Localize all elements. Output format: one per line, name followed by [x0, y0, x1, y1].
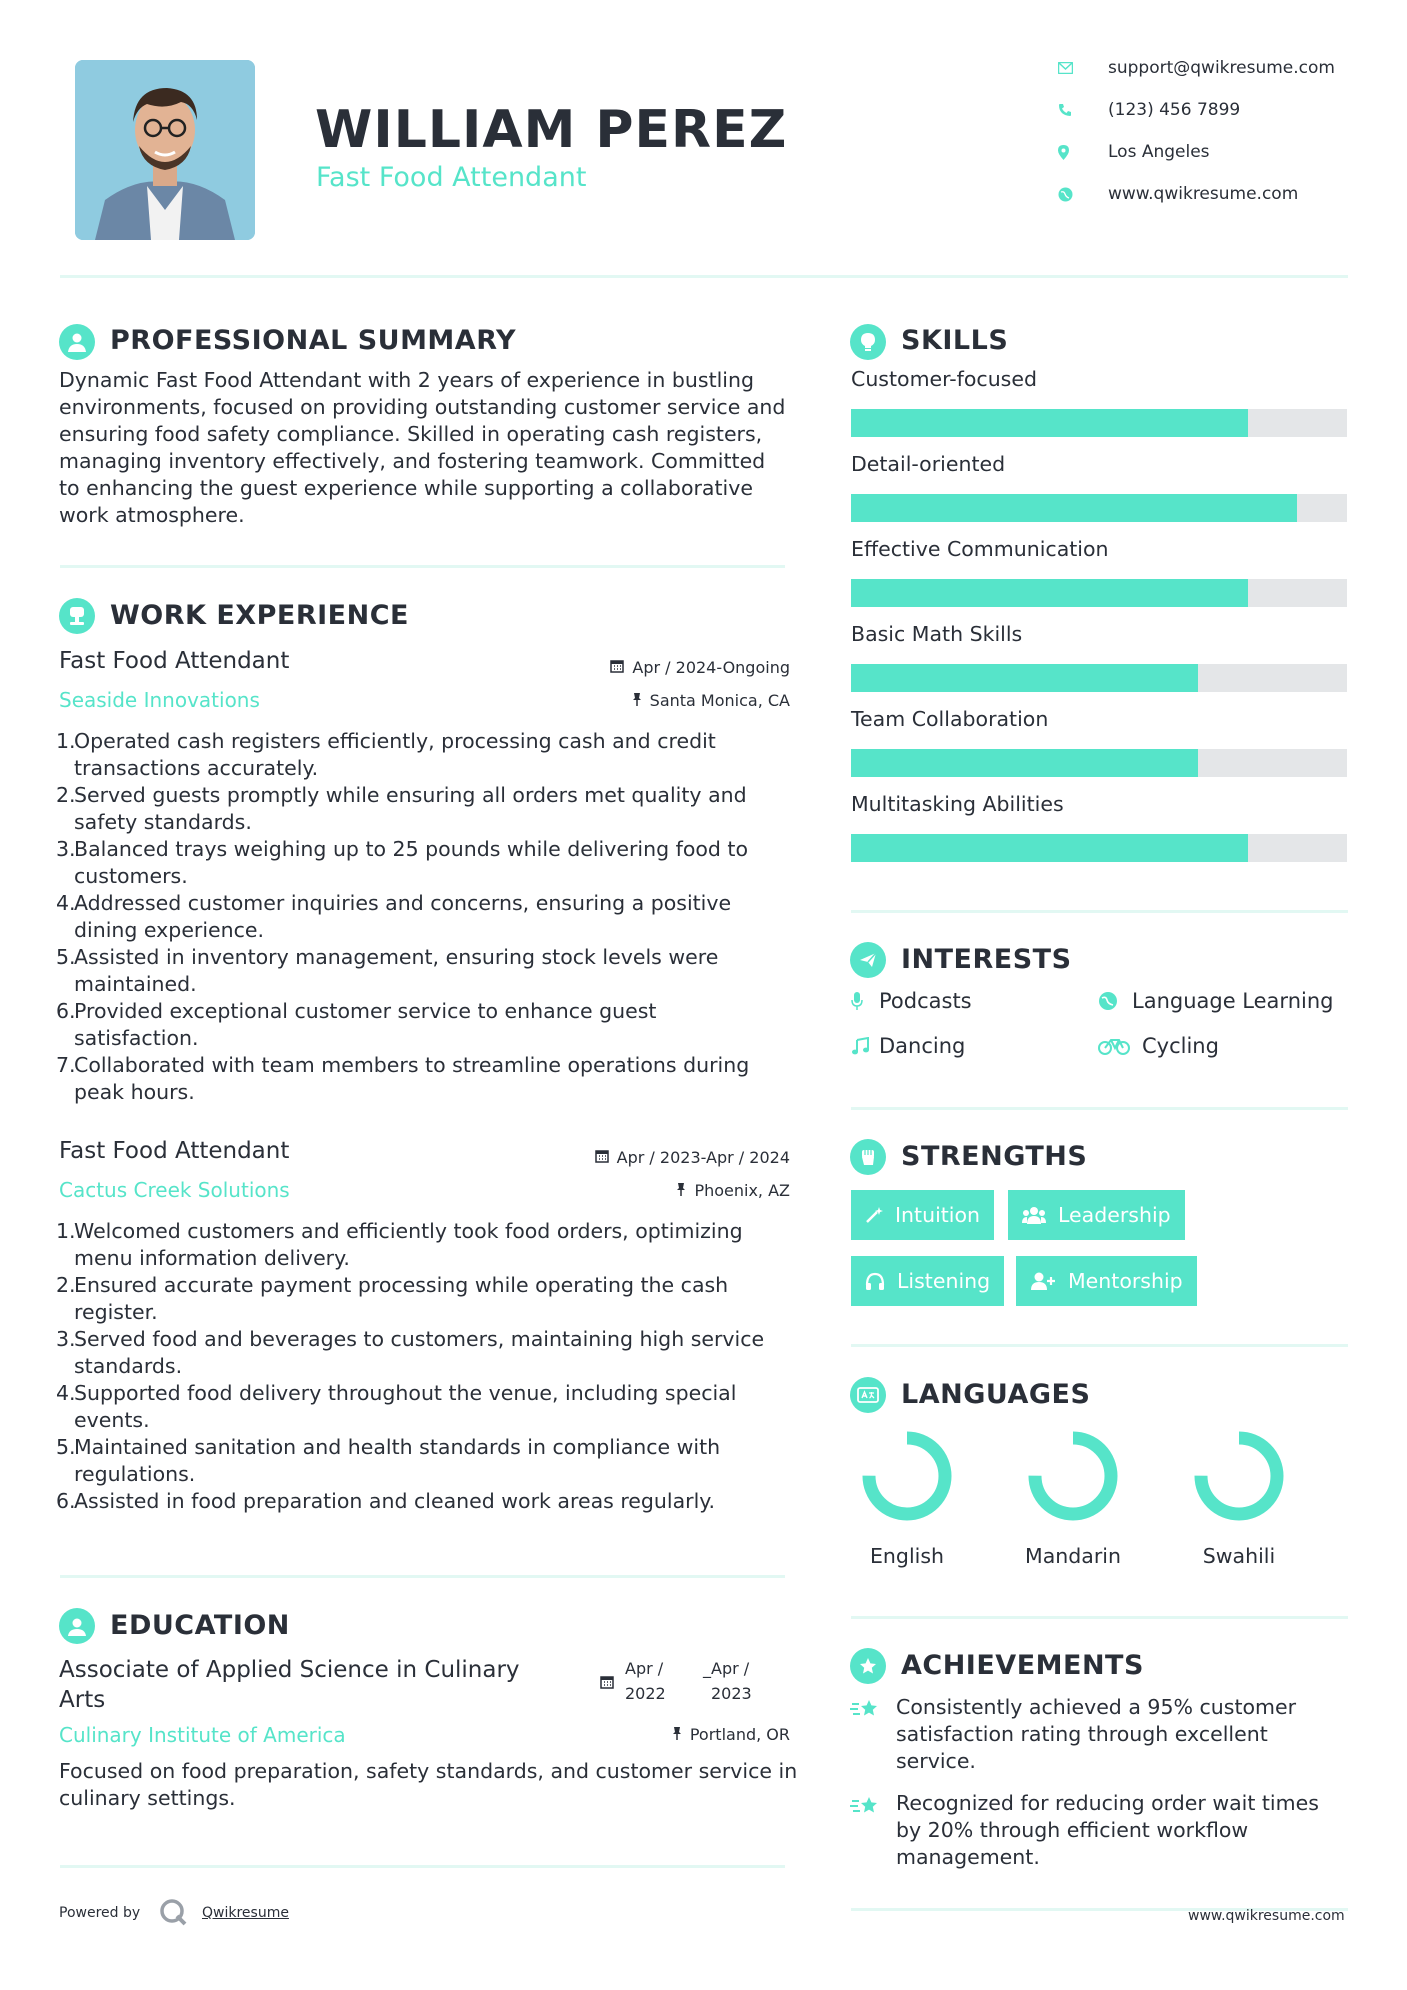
shooting-star-icon: [850, 1793, 882, 1825]
qwikresume-logo-icon: [158, 1897, 188, 1931]
pin-icon: [672, 1726, 682, 1744]
list-item: 6. Provided exceptional customer service to enhance guest satisfaction.: [56, 999, 657, 1050]
footer-website[interactable]: www.qwikresume.com: [1188, 1908, 1345, 1924]
contact-phone[interactable]: (123) 456 7899: [1058, 100, 1378, 120]
experience-heading: WORK EXPERIENCE: [110, 600, 409, 631]
education-date: Apr / 2022 _Apr / 2023: [598, 1656, 798, 1710]
skills-divider: [851, 910, 1348, 913]
languages-heading: LANGUAGES: [901, 1379, 1091, 1410]
job-date: Apr / 2024-Ongoing: [540, 658, 790, 677]
company-name: Seaside Innovations: [59, 688, 260, 712]
skill-bar-fill: [851, 834, 1248, 862]
contact-website[interactable]: www.qwikresume.com: [1058, 184, 1378, 204]
headphones-icon: [865, 1272, 885, 1290]
interests-divider: [851, 1107, 1348, 1110]
languages-divider: [851, 1616, 1348, 1619]
language-label: Swahili: [1202, 1544, 1276, 1568]
summary-heading: PROFESSIONAL SUMMARY: [110, 325, 517, 356]
achievements-heading: ACHIEVEMENTS: [901, 1650, 1144, 1681]
job-location: Santa Monica, CA: [540, 691, 790, 710]
job-title: Fast Food Attendant: [59, 648, 290, 674]
skill-label: Effective Communication: [851, 537, 1109, 561]
graduate-icon: [59, 1608, 95, 1644]
list-item: 4. Addressed customer inquiries and concerns, ensuring a positive dining experience.: [56, 891, 732, 942]
star-badge-icon: [850, 1648, 886, 1684]
strengths-divider: [851, 1344, 1348, 1347]
skill-bar-track: [851, 579, 1347, 607]
experience-divider: [60, 1575, 785, 1578]
skills-heading: SKILLS: [901, 325, 1009, 356]
music-note-icon: [851, 1037, 879, 1055]
skill-bar-fill: [851, 409, 1248, 437]
job-bullets: [56, 728, 786, 1106]
strength-chip-leadership: Leadership: [1008, 1190, 1185, 1240]
pin-icon: [676, 1182, 686, 1200]
list-item: 7. Collaborated with team members to streamline operations during peak hours.: [56, 1053, 750, 1104]
language-ring: [1191, 1428, 1287, 1524]
interests-heading: INTERESTS: [901, 944, 1072, 975]
job-location: Phoenix, AZ: [540, 1181, 790, 1200]
skill-bar-fill: [851, 749, 1198, 777]
list-item: 5. Assisted in inventory management, ensuring stock levels were maintained.: [56, 945, 719, 996]
skill-bar-track: [851, 834, 1347, 862]
summary-text: Dynamic Fast Food Attendant with 2 years of experience in bustling environments, focused on providing outstanding customer service and ensuring food safety compliance. Skilled in operating cash registers, managing inventory effectively, and fostering teamwork. Committed to enhancing the guest experience while supporting a collaborative work atmosphere.: [59, 368, 786, 527]
users-icon: [1022, 1206, 1046, 1224]
skill-label: Multitasking Abilities: [851, 792, 1064, 816]
powered-by-label: Powered by: [59, 1905, 141, 1921]
fist-icon: [850, 1139, 886, 1175]
skill-bar-track: [851, 664, 1347, 692]
school-name: Culinary Institute of America: [59, 1723, 346, 1747]
list-item: 5. Maintained sanitation and health standards in compliance with regulations.: [56, 1435, 721, 1486]
skill-bar-track: [851, 409, 1347, 437]
briefcase-icon: [59, 598, 95, 634]
paper-plane-icon: [850, 942, 886, 978]
skill-label: Customer-focused: [851, 367, 1037, 391]
pin-icon: [632, 692, 642, 710]
interest-item: Podcasts: [851, 989, 972, 1013]
calendar-icon: [595, 1149, 609, 1167]
language-icon: [850, 1377, 886, 1413]
calendar-icon: [610, 659, 624, 677]
contact-location: Los Angeles: [1058, 142, 1378, 162]
achievement-item: Recognized for reducing order wait times by 20% through efficient workflow management.: [896, 1791, 1319, 1869]
strength-chip-mentorship: Mentorship: [1016, 1256, 1197, 1306]
skill-bar-fill: [851, 664, 1198, 692]
list-item: 1. Operated cash registers efficiently, processing cash and credit transactions accurately.: [56, 729, 716, 780]
skill-bar-track: [851, 749, 1347, 777]
header-divider: [60, 275, 1348, 278]
strengths-heading: STRENGTHS: [901, 1141, 1088, 1172]
job-date: Apr / 2023-Apr / 2024: [540, 1148, 790, 1167]
skill-label: Detail-oriented: [851, 452, 1006, 476]
language-ring: [859, 1428, 955, 1524]
skill-bar-fill: [851, 494, 1297, 522]
globe-icon: [1058, 184, 1086, 204]
magic-wand-icon: [865, 1206, 883, 1224]
bicycle-icon: [1098, 1037, 1142, 1055]
education-divider: [60, 1865, 785, 1868]
list-item: 4. Supported food delivery throughout the venue, including special events.: [56, 1381, 737, 1432]
achievement-item: Consistently achieved a 95% customer satisfaction rating through excellent service.: [896, 1695, 1297, 1773]
contact-email[interactable]: support@qwikresume.com: [1058, 58, 1378, 78]
user-icon: [59, 324, 95, 360]
education-heading: EDUCATION: [110, 1610, 290, 1641]
company-name: Cactus Creek Solutions: [59, 1178, 290, 1202]
user-plus-icon: [1030, 1272, 1056, 1290]
list-item: 3. Served food and beverages to customers, maintaining high service standards.: [56, 1327, 765, 1378]
skill-bar-fill: [851, 579, 1248, 607]
list-item: 2. Served guests promptly while ensuring all orders met quality and safety standards.: [56, 783, 747, 834]
candidate-title: Fast Food Attendant: [316, 162, 587, 193]
education-description: Focused on food preparation, safety standards, and customer service in culinary settings.: [59, 1759, 798, 1810]
globe-icon: [1098, 991, 1132, 1011]
skill-label: Team Collaboration: [851, 707, 1049, 731]
lightbulb-icon: [850, 324, 886, 360]
education-location: Portland, OR: [540, 1725, 790, 1744]
interest-item: Cycling: [1098, 1034, 1219, 1058]
language-ring-arc: [869, 1438, 945, 1514]
interest-item: Language Learning: [1098, 989, 1333, 1013]
candidate-name: WILLIAM PEREZ: [315, 100, 788, 160]
envelope-icon: [1058, 58, 1086, 78]
profile-photo: [75, 60, 255, 240]
job-title: Fast Food Attendant: [59, 1138, 290, 1164]
skill-bar-track: [851, 494, 1347, 522]
interest-item: Dancing: [851, 1034, 965, 1058]
list-item: 1. Welcomed customers and efficiently took food orders, optimizing menu information delivery.: [56, 1219, 743, 1270]
language-ring: [1025, 1428, 1121, 1524]
microphone-icon: [851, 992, 879, 1010]
phone-icon: [1058, 100, 1086, 120]
language-ring-arc: [1201, 1438, 1277, 1514]
calendar-icon: [600, 1671, 614, 1696]
summary-divider: [60, 565, 785, 568]
list-item: 3. Balanced trays weighing up to 25 pounds while delivering food to customers.: [56, 837, 749, 888]
job-bullets: [56, 1218, 786, 1515]
qwikresume-link[interactable]: Qwikresume: [202, 1905, 289, 1921]
skill-label: Basic Math Skills: [851, 622, 1023, 646]
language-label: Mandarin: [1025, 1544, 1121, 1568]
list-item: 2. Ensured accurate payment processing while operating the cash register.: [56, 1273, 729, 1324]
strength-chip-intuition: Intuition: [851, 1190, 994, 1240]
language-ring-arc: [1035, 1438, 1111, 1514]
language-label: English: [869, 1544, 945, 1568]
strength-chip-listening: Listening: [851, 1256, 1004, 1306]
map-pin-icon: [1058, 142, 1086, 162]
degree-title: Associate of Applied Science in Culinary Arts: [59, 1657, 520, 1713]
list-item: 6. Assisted in food preparation and cleaned work areas regularly.: [56, 1489, 716, 1513]
shooting-star-icon: [850, 1696, 882, 1728]
